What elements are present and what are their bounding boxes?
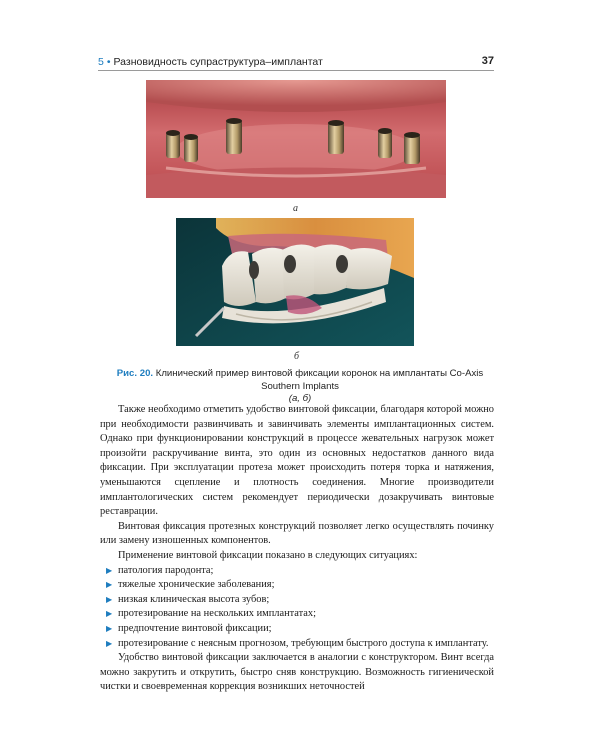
list-item: ▶ предпочтение винтовой фиксации; [100,622,494,637]
triangle-bullet-icon: ▶ [106,623,113,633]
figure-caption-label: Рис. 20. [116,368,154,379]
figure-sublabel-a: а [293,203,298,214]
indications-list [100,564,494,652]
list-item: ▶ тяжелые хронические заболевания; [100,578,494,593]
paragraph: Удобство винтовой фиксации заключается в аналогии с конструктором. Винт всегда можно закрутить и открутить, быстро сняв конструкцию. Возможность гигиенической чистки и своевременная коррекция возникших неточностей [100,652,494,693]
figure-photo-a [146,80,446,198]
figure-sublabel-b: б [294,351,300,362]
bullet-icon: • [106,56,111,68]
body-text [100,403,494,695]
photo-b-bridge-image [176,218,414,346]
triangle-bullet-icon: ▶ [106,580,113,590]
header-rule [98,70,494,71]
list-item: ▶ протезирование на нескольких имплантатах; [100,607,494,622]
list-item: ▶ протезирование с неясным прогнозом, требующим быстрого доступа к имплантату. [100,637,494,652]
list-item: ▶ патология пародонта; [100,564,494,579]
running-header [98,55,494,71]
figure-caption-text: Клинический пример винтовой фиксации коронок на имплантаты Co-Axis Southern Implants [155,368,484,392]
photo-a-abutments-image [146,80,446,198]
figure-photo-b [176,218,414,346]
figure-caption-sub: (а, б) [288,393,312,404]
figure-caption [98,368,502,406]
triangle-bullet-icon: ▶ [106,594,113,604]
triangle-bullet-icon: ▶ [106,638,113,648]
triangle-bullet-icon: ▶ [106,565,113,575]
paragraph: Также необходимо отметить удобство винтовой фиксации, благодаря которой можно при необходимости развинчивать и завинчивать элементы имплантационных систем. Однако при функционировании конструкций в процессе жевательных нагрузок может произойти раскручивание винта, это один из основных недостатков данного вида фиксации. При эксплуатации протеза может происходить потеря торка и натяжения, уменьшаются сцепление и плотность соединения. Многие производители имплантологических систем рекомендует периодически дозакручивать винтовые реставрации. [100,404,494,518]
list-item: ▶ низкая клиническая высота зубов; [100,593,494,608]
triangle-bullet-icon: ▶ [106,609,113,619]
paragraph: Применение винтовой фиксации показано в следующих ситуациях: [118,549,418,561]
paragraph: Винтовая фиксация протезных конструкций позволяет легко осуществлять починку или замену изношенных компонентов. [100,520,494,547]
chapter-title: 5 • Разновидность супраструктура–имплантат [98,56,323,68]
page-number: 37 [481,55,494,67]
